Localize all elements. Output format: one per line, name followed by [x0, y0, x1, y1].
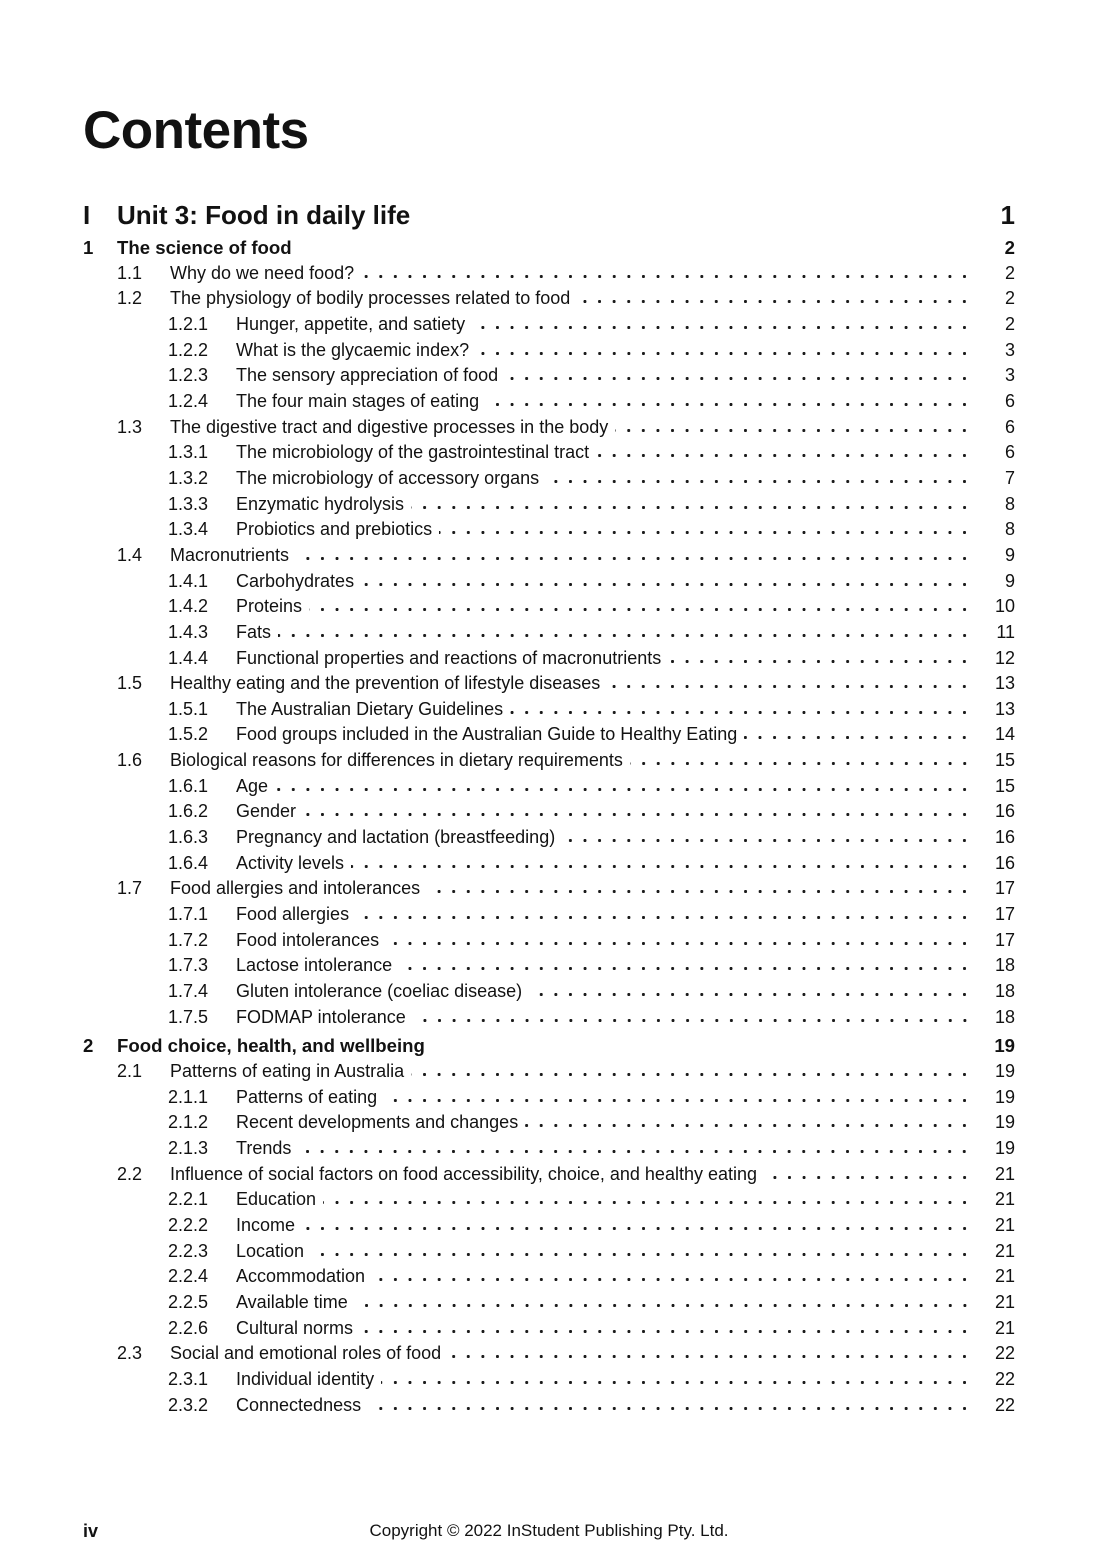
toc-entry-number: 1.4.2: [168, 596, 209, 617]
toc-entry-number: 1.4.1: [168, 570, 209, 591]
toc-entry-number: 1.3.1: [168, 442, 209, 463]
toc-entry-number: 2.1.2: [168, 1112, 209, 1133]
toc-entry[interactable]: [83, 415, 1015, 441]
toc-entry[interactable]: [83, 1110, 1015, 1136]
toc-entry-title: Recent developments and changes: [236, 1112, 519, 1133]
toc-entry-number: 2.2.1: [168, 1189, 209, 1210]
toc-entry-title: The sensory appreciation of food: [236, 365, 499, 386]
dot-leader: [386, 941, 969, 946]
toc-entry-title: Connectedness: [236, 1394, 362, 1415]
toc-entry-title: Food allergies and intolerances: [170, 878, 421, 899]
dot-leader: [630, 761, 969, 766]
toc-entry-page: 21: [994, 1291, 1015, 1312]
toc-entry-number: 2.2.4: [168, 1266, 209, 1287]
dot-leader: [546, 479, 969, 484]
toc-entry-page: 8: [1004, 519, 1015, 540]
toc-entry-title: Location: [236, 1240, 305, 1261]
footer-copyright: Copyright © 2022 InStudent Publishing Pty. Ltd.: [369, 1521, 729, 1540]
dot-leader: [486, 402, 969, 407]
toc-entry-number: 1.2.4: [168, 390, 209, 411]
dot-leader: [505, 376, 969, 381]
dot-leader: [427, 889, 969, 894]
toc-entry-number: 1.7.4: [168, 981, 209, 1002]
toc-entry-title: Patterns of eating: [236, 1086, 378, 1107]
toc-entry[interactable]: [83, 748, 1015, 774]
toc-entry-title: The physiology of bodily processes related to food: [170, 288, 571, 309]
toc-entry-number: 1.4: [117, 544, 143, 565]
dot-leader: [299, 249, 969, 254]
toc-entry-page: 17: [994, 904, 1015, 925]
toc-entry-number: 2.1: [117, 1061, 143, 1081]
toc-entry[interactable]: [83, 1187, 1015, 1213]
toc-entry-title: The science of food: [117, 237, 292, 258]
dot-leader: [744, 735, 969, 740]
toc-entry-title: Age: [236, 775, 269, 796]
toc-entry-number: 2.3: [117, 1343, 143, 1364]
toc-entry[interactable]: [83, 1393, 1015, 1419]
toc-entry-page: 2: [1004, 262, 1015, 283]
toc-entry-number: 1.1: [117, 262, 143, 283]
toc-entry-page: 14: [994, 724, 1015, 745]
toc-entry[interactable]: [83, 1033, 1015, 1059]
contents-page: [83, 0, 1015, 1418]
toc-entry[interactable]: [83, 235, 1015, 261]
toc-entry-number: 1.2.3: [168, 365, 209, 386]
toc-entry[interactable]: [83, 774, 1015, 800]
toc-entry[interactable]: [83, 261, 1015, 287]
dot-leader: [607, 684, 969, 689]
toc-entry-number: 2.3.1: [168, 1368, 209, 1389]
toc-entry[interactable]: [83, 928, 1015, 954]
toc-entry[interactable]: [83, 1290, 1015, 1316]
toc-entry-page: 2: [1004, 237, 1015, 258]
dot-leader: [303, 812, 969, 817]
toc-entry-page: 9: [1004, 570, 1015, 591]
dot-leader: [413, 1018, 969, 1023]
toc-entry-title: Food allergies: [236, 904, 350, 925]
toc-entry-title: Trends: [236, 1137, 292, 1158]
dot-leader: [399, 966, 969, 971]
dot-leader: [510, 710, 969, 715]
toc-entry[interactable]: [83, 198, 1015, 232]
toc-entry-title: Probiotics and prebiotics: [236, 519, 433, 540]
dot-leader: [275, 787, 969, 792]
toc-entry-number: 1.6.1: [168, 775, 209, 796]
toc-entry[interactable]: [83, 1085, 1015, 1111]
toc-entry-title: What is the glycaemic index?: [236, 339, 470, 360]
toc-entry-page: 19: [994, 1112, 1015, 1133]
toc-entry-page: 21: [994, 1163, 1015, 1184]
toc-entry-title: Gender: [236, 801, 297, 822]
toc-entry-number: 1.3.2: [168, 467, 209, 488]
dot-leader: [372, 1277, 969, 1282]
toc-entry-title: Fats: [236, 621, 272, 642]
toc-entry-number: 1.7: [117, 878, 143, 899]
toc-entry-page: 6: [1004, 442, 1015, 463]
toc-entry-page: 18: [994, 955, 1015, 976]
toc-entry-page: 19: [994, 1137, 1015, 1158]
toc-entry-title: Carbohydrates: [236, 570, 355, 591]
toc-entry[interactable]: [83, 1341, 1015, 1367]
toc-entry[interactable]: [83, 722, 1015, 748]
toc-entry-number: 1.2: [117, 288, 143, 309]
toc-entry-title: The digestive tract and digestive processes in the body: [170, 416, 609, 437]
toc-entry-title: Food intolerances: [236, 929, 380, 950]
toc-entry-number: 1.3.4: [168, 519, 209, 540]
toc-entry-title: Healthy eating and the prevention of lifestyle diseases: [170, 673, 601, 694]
toc-entry-number: 1.2.2: [168, 339, 209, 360]
dot-leader: [360, 1329, 969, 1334]
toc-entry-page: 13: [994, 698, 1015, 719]
toc-entry-page: 19: [994, 1061, 1015, 1081]
toc-entry-page: 6: [1004, 390, 1015, 411]
toc-entry-number: 1.3.3: [168, 493, 209, 514]
toc-entry-page: 8: [1004, 493, 1015, 514]
toc-entry[interactable]: [83, 697, 1015, 723]
toc-entry-number: 2.2.6: [168, 1317, 209, 1338]
toc-entry[interactable]: [83, 1136, 1015, 1162]
dot-leader: [411, 505, 969, 510]
toc-entry-number: 2: [83, 1035, 94, 1057]
toc-entry[interactable]: [83, 799, 1015, 825]
toc-entry-number: I: [83, 200, 91, 230]
toc-entry[interactable]: [83, 825, 1015, 851]
toc-entry-number: 2.1.3: [168, 1137, 209, 1158]
toc-entry-title: Food choice, health, and wellbeing: [117, 1035, 425, 1057]
dot-leader: [298, 1149, 969, 1154]
dot-leader: [311, 1252, 969, 1257]
toc-entry-page: 15: [994, 750, 1015, 771]
dot-leader: [615, 428, 969, 433]
toc-entry-page: 11: [996, 621, 1015, 642]
toc-entry[interactable]: [83, 517, 1015, 543]
dot-leader: [361, 582, 969, 587]
dot-leader: [296, 556, 969, 561]
toc-entry-number: 1: [83, 237, 94, 258]
toc-entry-title: Hunger, appetite, and satiety: [236, 313, 466, 334]
dot-leader: [472, 325, 969, 330]
toc-entry[interactable]: [83, 440, 1015, 466]
toc-entry-title: FODMAP intolerance: [236, 1006, 406, 1027]
toc-entry[interactable]: [83, 312, 1015, 338]
toc-entry-number: 2.2.3: [168, 1240, 209, 1261]
toc-entry-title: Functional properties and reactions of macronutrients: [236, 647, 662, 668]
dot-leader: [764, 1175, 969, 1180]
toc-entry-title: Patterns of eating in Australia: [170, 1061, 405, 1081]
toc-entry[interactable]: [83, 620, 1015, 646]
dot-leader: [562, 838, 969, 843]
toc-entry-page: 3: [1004, 365, 1015, 386]
toc-entry-title: The microbiology of accessory organs: [236, 467, 540, 488]
toc-entry-title: Enzymatic hydrolysis: [236, 493, 405, 514]
toc-entry-number: 1.4.3: [168, 621, 209, 642]
dot-leader: [351, 864, 969, 869]
toc-entry-page: 22: [994, 1343, 1015, 1364]
footer-page-number: iv: [83, 1521, 99, 1541]
toc-entry-title: The microbiology of the gastrointestinal tract: [236, 442, 590, 463]
toc-entry[interactable]: [83, 594, 1015, 620]
toc-entry[interactable]: [83, 646, 1015, 672]
toc-entry-number: 1.6.4: [168, 852, 209, 873]
toc-entry-number: 1.6.2: [168, 801, 209, 822]
dot-leader: [381, 1380, 969, 1385]
toc-entry-title: Income: [236, 1214, 296, 1235]
dot-leader: [323, 1200, 969, 1205]
toc-entry-title: Why do we need food?: [170, 262, 355, 283]
toc-entry-title: Pregnancy and lactation (breastfeeding): [236, 827, 556, 848]
dot-leader: [577, 299, 969, 304]
toc-entry-number: 2.2: [117, 1163, 143, 1184]
toc-entry-page: 2: [1004, 313, 1015, 334]
toc-entry-page: 22: [994, 1368, 1015, 1389]
toc-entry[interactable]: [83, 902, 1015, 928]
toc-entry-title: Accommodation: [236, 1266, 366, 1287]
toc-entry-title: Biological reasons for differences in dietary requirements: [170, 750, 623, 771]
toc-entry[interactable]: [83, 876, 1015, 902]
toc-entry-page: 3: [1004, 339, 1015, 360]
dot-leader: [356, 915, 969, 920]
toc-entry-page: 12: [994, 647, 1015, 668]
dot-leader: [525, 1123, 969, 1128]
page-title: Contents: [83, 101, 309, 160]
toc-entry-page: 2: [1004, 288, 1015, 309]
toc-entry-number: 1.6.3: [168, 827, 209, 848]
toc-entry-number: 1.3: [117, 416, 143, 437]
toc-entry-title: Macronutrients: [170, 544, 290, 565]
dot-leader: [302, 1226, 969, 1231]
dot-leader: [432, 1047, 969, 1052]
toc-entry[interactable]: [83, 1264, 1015, 1290]
toc-entry[interactable]: [83, 851, 1015, 877]
toc-entry-page: 21: [994, 1266, 1015, 1287]
toc-entry-title: Influence of social factors on food accessibility, choice, and healthy eating: [170, 1163, 758, 1184]
toc-entry-title: Gluten intolerance (coeliac disease): [236, 981, 523, 1002]
dot-leader: [596, 453, 969, 458]
toc-entry-number: 1.7.5: [168, 1006, 209, 1027]
toc-entry[interactable]: [83, 543, 1015, 569]
toc-entry-title: Individual identity: [236, 1368, 375, 1389]
toc-entry-page: 22: [994, 1394, 1015, 1415]
toc-entry[interactable]: [83, 569, 1015, 595]
toc-entry-page: 17: [994, 929, 1015, 950]
toc-entry[interactable]: [83, 1059, 1015, 1085]
toc-entry-page: 21: [994, 1214, 1015, 1235]
toc-entry-title: Social and emotional roles of food: [170, 1343, 442, 1364]
toc-entry[interactable]: [83, 979, 1015, 1005]
toc-entry-number: 2.3.2: [168, 1394, 209, 1415]
toc-entry-title: Unit 3: Food in daily life: [117, 200, 411, 230]
toc-entry-title: The Australian Dietary Guidelines: [236, 698, 504, 719]
dot-leader: [668, 659, 969, 664]
toc-entry-page: 9: [1004, 544, 1015, 565]
toc-entry[interactable]: [83, 492, 1015, 518]
dot-leader: [361, 274, 969, 279]
toc-list: [83, 198, 1015, 1418]
toc-entry[interactable]: [83, 1162, 1015, 1188]
toc-entry-title: Available time: [236, 1291, 348, 1312]
dot-leader: [309, 607, 969, 612]
toc-entry-page: 21: [994, 1317, 1015, 1338]
toc-entry[interactable]: [83, 1005, 1015, 1031]
toc-entry[interactable]: [83, 1367, 1015, 1393]
dot-leader: [529, 992, 969, 997]
toc-entry-title: Cultural norms: [236, 1317, 354, 1338]
toc-entry-number: 1.7.2: [168, 929, 209, 950]
dot-leader: [278, 633, 969, 638]
toc-entry-page: 7: [1004, 467, 1015, 488]
toc-entry[interactable]: [83, 953, 1015, 979]
dot-leader: [439, 530, 969, 535]
toc-entry-number: 1.2.1: [168, 313, 209, 334]
toc-entry-title: Proteins: [236, 596, 303, 617]
toc-entry-number: 2.2.5: [168, 1291, 209, 1312]
toc-entry-number: 1.6: [117, 750, 143, 771]
toc-entry-title: The four main stages of eating: [236, 390, 480, 411]
toc-entry-title: Activity levels: [236, 852, 345, 873]
toc-entry-page: 15: [994, 775, 1015, 796]
toc-entry-title: Food groups included in the Australian Guide to Healthy Eating: [236, 724, 738, 745]
toc-entry-page: 19: [994, 1035, 1015, 1057]
toc-entry-number: 1.4.4: [168, 647, 209, 668]
toc-entry-page: 6: [1004, 416, 1015, 437]
toc-entry[interactable]: [83, 363, 1015, 389]
toc-entry-number: 2.2.2: [168, 1214, 209, 1235]
toc-entry[interactable]: [83, 1316, 1015, 1342]
toc-entry-page: 18: [994, 981, 1015, 1002]
page-footer: [83, 1519, 1015, 1543]
toc-entry-page: 21: [994, 1189, 1015, 1210]
toc-entry-page: 10: [994, 596, 1015, 617]
toc-entry-page: 13: [994, 673, 1015, 694]
toc-entry-page: 17: [994, 878, 1015, 899]
toc-entry-title: Lactose intolerance: [236, 955, 393, 976]
dot-leader: [448, 1354, 969, 1359]
toc-entry[interactable]: [83, 1213, 1015, 1239]
toc-entry-page: 16: [994, 852, 1015, 873]
toc-entry-page: 1: [1000, 200, 1015, 230]
dot-leader: [384, 1098, 969, 1103]
toc-entry-number: 1.7.1: [168, 904, 209, 925]
toc-entry[interactable]: [83, 466, 1015, 492]
toc-entry[interactable]: [83, 671, 1015, 697]
toc-entry-title: Education: [236, 1189, 317, 1210]
toc-entry[interactable]: [83, 389, 1015, 415]
toc-entry-page: 16: [994, 827, 1015, 848]
toc-entry-number: 1.5: [117, 673, 143, 694]
toc-entry-number: 1.7.3: [168, 955, 209, 976]
toc-entry[interactable]: [83, 338, 1015, 364]
dot-leader: [417, 219, 969, 224]
toc-entry-page: 16: [994, 801, 1015, 822]
toc-entry-page: 21: [994, 1240, 1015, 1261]
toc-entry[interactable]: [83, 1239, 1015, 1265]
dot-leader: [476, 351, 969, 356]
toc-entry-page: 19: [994, 1086, 1015, 1107]
dot-leader: [355, 1303, 969, 1308]
toc-entry-number: 1.5.1: [168, 698, 209, 719]
dot-leader: [411, 1072, 969, 1077]
dot-leader: [368, 1406, 969, 1411]
toc-entry[interactable]: [83, 286, 1015, 312]
toc-entry-page: 18: [994, 1006, 1015, 1027]
toc-entry-number: 1.5.2: [168, 724, 209, 745]
toc-entry-number: 2.1.1: [168, 1086, 209, 1107]
